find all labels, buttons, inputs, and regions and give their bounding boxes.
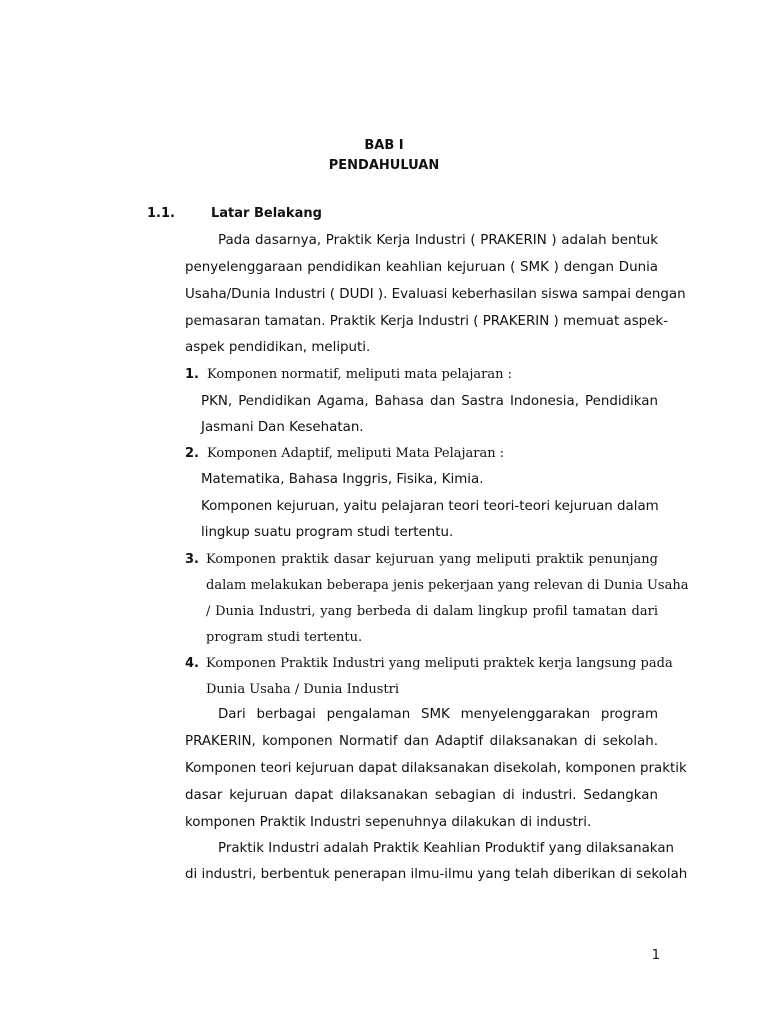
paragraph-line: komponen Praktik Industri sepenuhnya dilakukan di industri. (185, 815, 592, 830)
section-number: 1.1. (147, 206, 175, 221)
list-item-line: Dunia Usaha / Dunia Industri (206, 682, 400, 697)
intro-line: penyelenggaraan pendidikan keahlian kejuruan ( SMK ) dengan Dunia (185, 260, 658, 275)
paragraph-line: PRAKERIN, komponen Normatif dan Adaptif dilaksanakan di sekolah. (185, 734, 658, 749)
intro-line: pemasaran tamatan. Praktik Kerja Industri ( PRAKERIN ) memuat aspek- (185, 314, 669, 329)
paragraph-line: di industri, berbentuk penerapan ilmu-ilmu yang telah diberikan di sekolah (185, 867, 688, 882)
list-number: 2. (185, 446, 199, 461)
section-title: Latar Belakang (211, 206, 322, 221)
list-item-line: Komponen praktik dasar kejuruan yang meliputi praktik penunjang (206, 552, 658, 567)
paragraph-line: Praktik Industri adalah Praktik Keahlian Produktif yang dilaksanakan (218, 841, 675, 856)
intro-line: Pada dasarnya, Praktik Kerja Industri ( PRAKERIN ) adalah bentuk (218, 233, 658, 248)
list-item-title: Komponen normatif, meliputi mata pelajaran : (207, 367, 513, 382)
intro-line: aspek pendidikan, meliputi. (185, 340, 371, 355)
list-item-body: Jasmani Dan Kesehatan. (201, 420, 364, 435)
intro-line: Usaha/Dunia Industri ( DUDI ). Evaluasi keberhasilan siswa sampai dengan (185, 287, 686, 302)
chapter-label: BAB I (364, 138, 404, 153)
paragraph-line: Komponen teori kejuruan dapat dilaksanakan disekolah, komponen praktik (185, 761, 687, 776)
list-number: 4. (185, 656, 199, 671)
list-item-body: lingkup suatu program studi tertentu. (201, 525, 454, 540)
list-number: 3. (185, 552, 199, 567)
list-item-body: Matematika, Bahasa Inggris, Fisika, Kimia. (201, 472, 484, 487)
list-item-line: / Dunia Industri, yang berbeda di dalam lingkup profil tamatan dari (206, 604, 658, 619)
list-item-title: Komponen Adaptif, meliputi Mata Pelajaran : (207, 446, 505, 461)
list-item-body: Komponen kejuruan, yaitu pelajaran teori teori-teori kejuruan dalam (201, 499, 659, 514)
list-item-body: PKN, Pendidikan Agama, Bahasa dan Sastra Indonesia, Pendidikan (201, 394, 658, 409)
paragraph-line: Dari berbagai pengalaman SMK menyelenggarakan program (218, 707, 658, 722)
paragraph-line: dasar kejuruan dapat dilaksanakan sebagian di industri. Sedangkan (185, 788, 658, 803)
chapter-title: PENDAHULUAN (328, 158, 440, 173)
list-item-line: Komponen Praktik Industri yang meliputi praktek kerja langsung pada (206, 656, 673, 671)
list-item-line: program studi tertentu. (206, 630, 363, 645)
page-number: 1 (651, 948, 660, 963)
list-number: 1. (185, 367, 199, 382)
list-item-line: dalam melakukan beberapa jenis pekerjaan yang relevan di Dunia Usaha (206, 578, 689, 593)
